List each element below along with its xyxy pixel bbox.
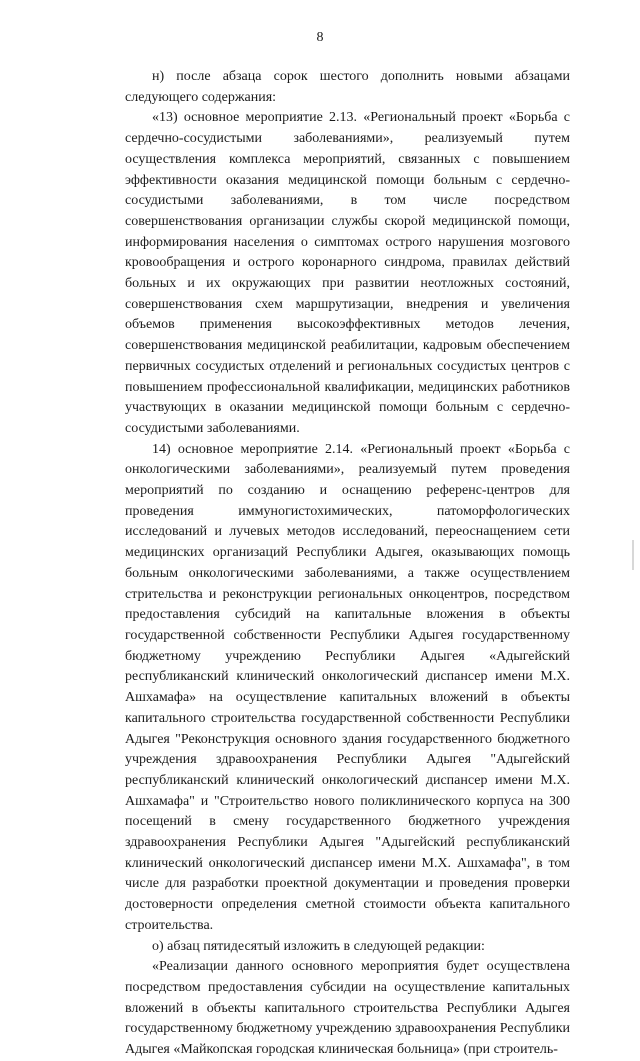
paragraph-new-wording: «Реализации данного основного мероприятия будет осуществлена посредством предоставления субсидии на осуществление капитальных вложений в объекты капитального строительства Республики Адыгея государственному бюджетному учреждению здравоохранения Республики Адыгея «Майкопская городская клиническая больница» (при строитель- [125, 959, 570, 1058]
paragraph-amendment-o: о) абзац пятидесятый изложить в следующей редакции: [152, 938, 485, 954]
page-number: 8 [316, 30, 324, 45]
paragraph-measure-2-13: «13) основное мероприятие 2.13. «Региональный проект «Борьба с сердечно-сосудистыми заболеваниями», реализуемый путем осуществления комплекса мероприятий, связанных с повышением эффективности оказания медицинской помощи больным с сердечно-сосудистыми заболеваниями, в том числе посредством совершенствования организации службы скорой медицинской помощи, информирования населения о симптомах острого нарушения мозгового кровообращения и острого коронарного синдрома, правилах действий больных и их окружающих при развитии неотложных состояний, совершенствования схем маршрутизации, внедрения и увеличения объемов применения высокоэффективных методов лечения, совершенствования медицинской реабилитации, кадровым обеспечением первичных сосудистых отделений и региональных сосудистых центров с повышением профессиональной квалификации, медицинских работников участвующих в оказании медицинской помощи больным с сердечно-сосудистыми заболеваниями. [125, 110, 570, 436]
scan-edge-mark [632, 540, 634, 570]
paragraph-measure-2-14: 14) основное мероприятие 2.14. «Региональный проект «Борьба с онкологическими заболеваниями», реализуемый путем проведения мероприятий по созданию и оснащению референс-центров для проведения иммуногистохимических, патоморфологических исследований и лучевых методов исследований, переоснащением сети медицинских организаций Республики Адыгея, оказывающих помощь больным онкологическими заболеваниями, а также осуществлением стрительства и реконструкции региональных онкоцентров, посредством предоставления субсидий на капитальные вложения в объекты государственной собственности Республики Адыгея государственному бюджетному учреждению Республики Адыгея «Адыгейский республиканский клинический онкологический диспансер имени М.Х. Ашхамафа» на осуществление капитальных вложений в объекты капитального строительства государственной собственности Республики Адыгея "Реконструкция основного здания государственного бюджетного учреждения здравоохранения Республики Адыгея "Адыгейский республиканский клинический онкологический диспансер имени М.Х. Ашхамафа" и "Строительство нового поликлинического корпуса на 300 посещений в смену государственного бюджетного учреждения здравоохранения Республики Адыгея "Адыгейский республиканский клинический онкологический диспансер имени М.Х. Ашхамафа", в том числе для разработки проектной документации и проведения проверки достоверности определения сметной стоимости объекта капитального строительства. [125, 441, 570, 933]
paragraph-amendment-n: н) после абзаца сорок шестого дополнить новыми абзацами следующего содержания: [125, 69, 570, 105]
document-body [125, 67, 570, 1061]
